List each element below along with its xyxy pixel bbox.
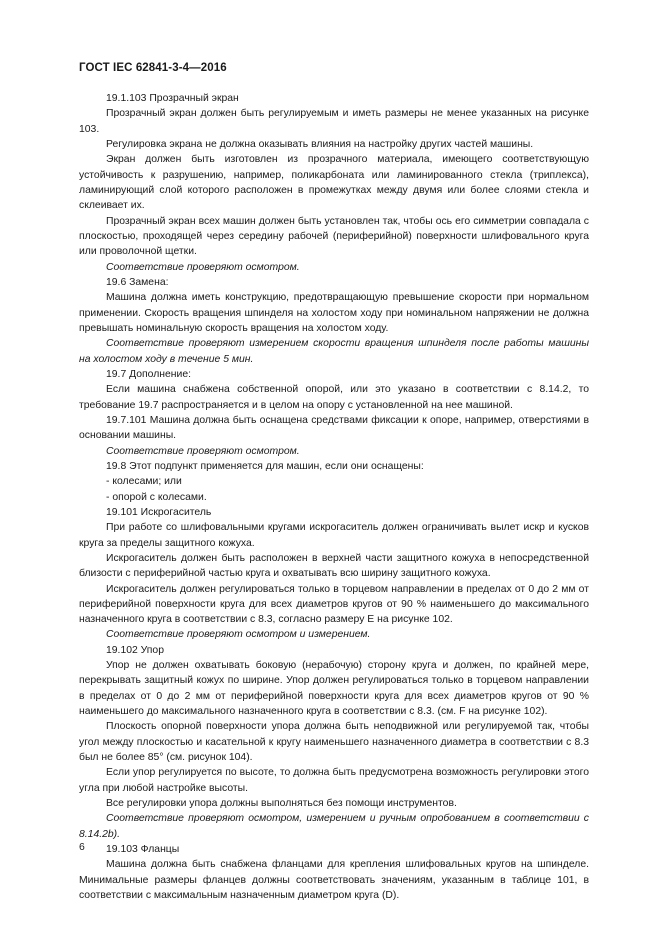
list-item: - опорой с колесами. bbox=[106, 491, 207, 503]
clause-heading-19-7: 19.7 Дополнение: bbox=[106, 368, 192, 380]
paragraph: Экран должен быть изготовлен из прозрачного материала, имеющего соответствующую устойчивость к разрушению, например, поликарбоната или ламинированного стекла (триплекса), ламинирующий слой которого расположен в промежутках между двумя или более слоями стекла и склеивает их. bbox=[79, 154, 589, 212]
clause-19-7-101: 19.7.101 Машина должна быть оснащена средствами фиксации к опоре, например, отверстиями в основании машины. bbox=[79, 414, 589, 442]
compliance-note: Соответствие проверяют осмотром и измерением. bbox=[106, 629, 371, 641]
paragraph: Машина должна иметь конструкцию, предотвращающую превышение скорости при нормальном применении. Скорость вращения шпинделя на холостом ходу при номинальном напряжении не должна превышать номинальную скорость вращения на холостом ходу. bbox=[79, 292, 589, 334]
compliance-note: Соответствие проверяют измерением скорости вращения шпинделя после работы машины на холостом ходу в течение 5 мин. bbox=[79, 338, 589, 365]
paragraph: Искрогаситель должен регулироваться только в торцевом направлении в пределах от 0 до 2 мм от периферийной поверхности круга для всех диаметров кругов от 90 % наименьшего до максимального назначенного круга в соответствии с 8.3, согласно размеру E на рисунке 102. bbox=[79, 583, 589, 626]
clause-heading-19-103: 19.103 Фланцы bbox=[106, 844, 180, 856]
paragraph: Регулировка экрана не должна оказывать влияния на настройку других частей машины. bbox=[106, 138, 534, 150]
paragraph: Если машина снабжена собственной опорой, или это указано в соответствии с 8.14.2, то требование 19.7 распространяется и в целом на опору с установленной на нее машиной. bbox=[79, 384, 589, 411]
paragraph: Все регулировки упора должны выполняться без помощи инструментов. bbox=[106, 798, 457, 810]
document-header: ГОСТ IEC 62841-3-4—2016 bbox=[79, 62, 227, 74]
paragraph: Машина должна быть снабжена фланцами для крепления шлифовальных кругов на шпинделе. Минимальные размеры фланцев должны соответствовать значениям, указанным в таблице 101, в соответствии с максимальным назначенным диаметром круга (D). bbox=[79, 859, 589, 902]
paragraph: Прозрачный экран должен быть регулируемым и иметь размеры не менее указанных на рисунке 103. bbox=[79, 108, 589, 135]
paragraph: Упор не должен охватывать боковую (нерабочую) сторону круга и должен, по крайней мере, перекрывать защитный кожух по ширине. Упор должен регулироваться только в торцевом направлении в пределах от 0 до 2 мм от периферийной поверхности круга для всех диаметров кругов от 90 % наименьшего до максимального назначенного круга в соответствии с 8.3. (см. F на рисунке 102). bbox=[79, 660, 589, 718]
page-body bbox=[79, 91, 589, 903]
list-item: - колесами; или bbox=[106, 476, 182, 488]
clause-heading-19-8: 19.8 Этот подпункт применяется для машин, если они оснащены: bbox=[106, 460, 424, 472]
compliance-note: Соответствие проверяют осмотром. bbox=[106, 261, 300, 273]
compliance-note: Соответствие проверяют осмотром. bbox=[106, 445, 300, 457]
paragraph: Плоскость опорной поверхности упора должна быть неподвижной или регулируемой так, чтобы угол между плоскостью и касательной к кругу наименьшего назначенного диаметра в соответствии с 8.3 был не более 85° (см. рисунок 104). bbox=[79, 721, 589, 764]
page-number: 6 bbox=[79, 842, 85, 853]
paragraph: Искрогаситель должен быть расположен в верхней части защитного кожуха в непосредственной близости с периферийной частью круга и охватывать всю ширину защитного кожуха. bbox=[79, 552, 589, 580]
clause-heading-19-6: 19.6 Замена: bbox=[106, 276, 169, 288]
paragraph: Если упор регулируется по высоте, то должна быть предусмотрена возможность регулировки этого угла при любой настройке высоты. bbox=[79, 767, 589, 794]
paragraph: Прозрачный экран всех машин должен быть установлен так, чтобы ось его симметрии совпадала с плоскостью, проходящей через середину рабочей (периферийной) поверхности шлифовального круга или проволочной щетки. bbox=[79, 215, 589, 258]
clause-heading-19-1-103: 19.1.103 Прозрачный экран bbox=[106, 93, 239, 104]
compliance-note: Соответствие проверяют осмотром, измерением и ручным опробованием в соответствии с 8.14.2b). bbox=[79, 813, 589, 840]
clause-heading-19-102: 19.102 Упор bbox=[106, 644, 164, 656]
paragraph: При работе со шлифовальными кругами искрогаситель должен ограничивать вылет искр и кусков круга за пределы защитного кожуха. bbox=[79, 522, 589, 549]
clause-heading-19-101: 19.101 Искрогаситель bbox=[106, 506, 212, 518]
